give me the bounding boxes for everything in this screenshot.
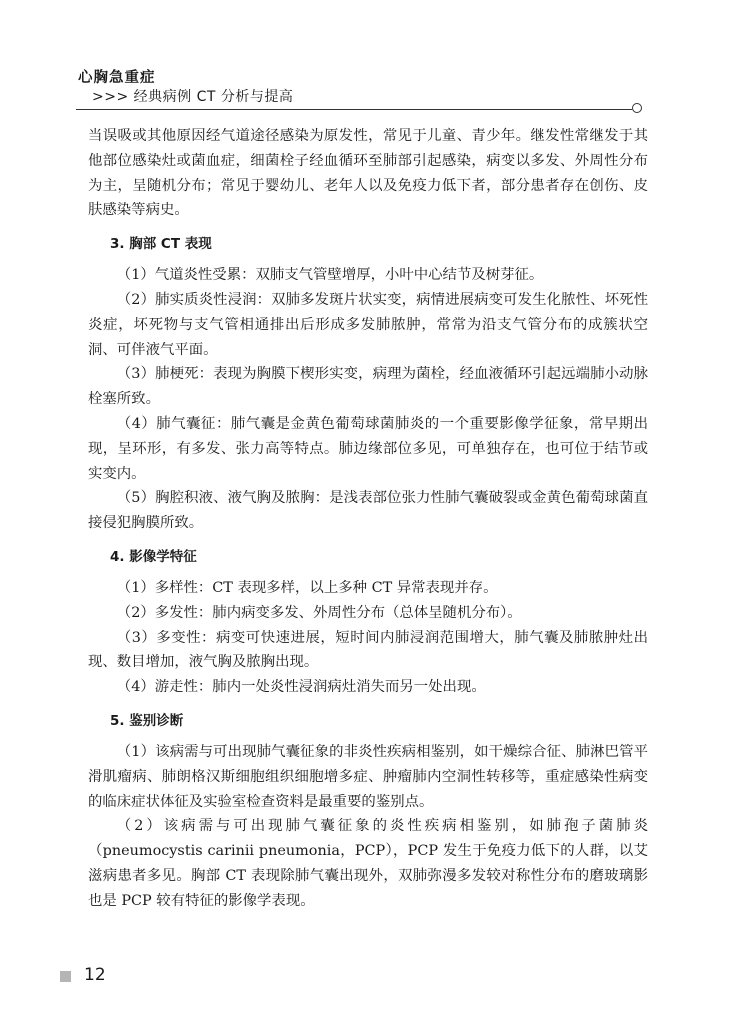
- section-differential-diagnosis: [88, 710, 648, 914]
- intro-paragraph: 当误吸或其他原因经气道途径感染为原发性，常见于儿童、青少年。继发性常继发于其他部位感染灶或菌血症，细菌栓子经血循环至肺部引起感染，病变以多发、外周性分布为主，呈随机分布；常见于婴幼儿、老年人以及免疫力低下者，部分患者存在创伤、皮肤感染等病史。: [88, 128, 648, 219]
- section-heading: 3. 胸部 CT 表现: [110, 236, 212, 253]
- section-paragraph: （3）多变性：病变可快速进展，短时间内肺浸润范围增大，肺气囊及肺脓肿灶出现、数目增加，液气胸及脓胸出现。: [88, 629, 648, 671]
- section-paragraph: （2）肺实质炎性浸润：双肺多发斑片状实变，病情进展病变可发生化脓性、坏死性炎症，坏死物与支气管相通排出后形成多发肺脓肿，常常为沿支气管分布的成簇状空洞、可伴液气平面。: [88, 291, 648, 358]
- book-subtitle: >>> 经典病例 CT 分析与提高: [92, 89, 294, 105]
- section-paragraph: （1）多样性：CT 表现多样，以上多种 CT 异常表现并存。: [116, 579, 498, 596]
- header-divider: [76, 109, 632, 110]
- section-paragraph: （4）肺气囊征：肺气囊是金黄色葡萄球菌肺炎的一个重要影像学征象，常早期出现，呈环形，有多发、张力高等特点。肺边缘部位多见，可单独存在，也可位于结节或实变内。: [88, 415, 648, 482]
- running-header: [76, 66, 656, 112]
- page-body: [88, 124, 648, 914]
- section-paragraph: （2）多发性：肺内病变多发、外周性分布（总体呈随机分布）。: [116, 604, 522, 621]
- section-paragraph: （3）肺梗死：表现为胸膜下楔形实变，病理为菌栓，经血液循环引起远端肺小动脉栓塞所致。: [88, 366, 648, 408]
- section-paragraph: （1）该病需与可出现肺气囊征象的非炎性疾病相鉴别，如干燥综合征、肺淋巴管平滑肌瘤病、肺朗格汉斯细胞组织细胞增多症、肿瘤肺内空洞性转移等，重症感染性病变的临床症状体征及实验室检查资料是最重要的鉴别点。: [88, 743, 648, 810]
- section-paragraph: （5）胸腔积液、液气胸及脓胸：是浅表部位张力性肺气囊破裂或金黄色葡萄球菌直接侵犯胸膜所致。: [88, 490, 648, 532]
- section-ct-findings: [88, 233, 648, 536]
- page-marker-square: [60, 971, 71, 982]
- header-rule-end-circle: [632, 103, 642, 113]
- section-paragraph: （4）游走性：肺内一处炎性浸润病灶消失而另一处出现。: [116, 679, 486, 696]
- page-number: 12: [84, 965, 106, 985]
- section-paragraph: （1）气道炎性受累：双肺支气管壁增厚，小叶中心结节及树芽征。: [116, 267, 544, 284]
- book-title: 心胸急重症: [78, 70, 156, 86]
- section-heading: 4. 影像学特征: [110, 548, 197, 565]
- section-imaging-features: [88, 546, 648, 700]
- section-paragraph: （2）该病需与可出现肺气囊征象的炎性疾病相鉴别，如肺孢子菌肺炎（pneumocystis carinii pneumonia，PCP），PCP 发生于免疫力低下的人群，以艾滋病患者多见。胸部 CT 表现除肺气囊出现外，双肺弥漫多发较对称性分布的磨玻璃影也是 PCP 较有特征的影像学表现。: [88, 818, 648, 909]
- section-heading: 5. 鉴别诊断: [110, 712, 184, 729]
